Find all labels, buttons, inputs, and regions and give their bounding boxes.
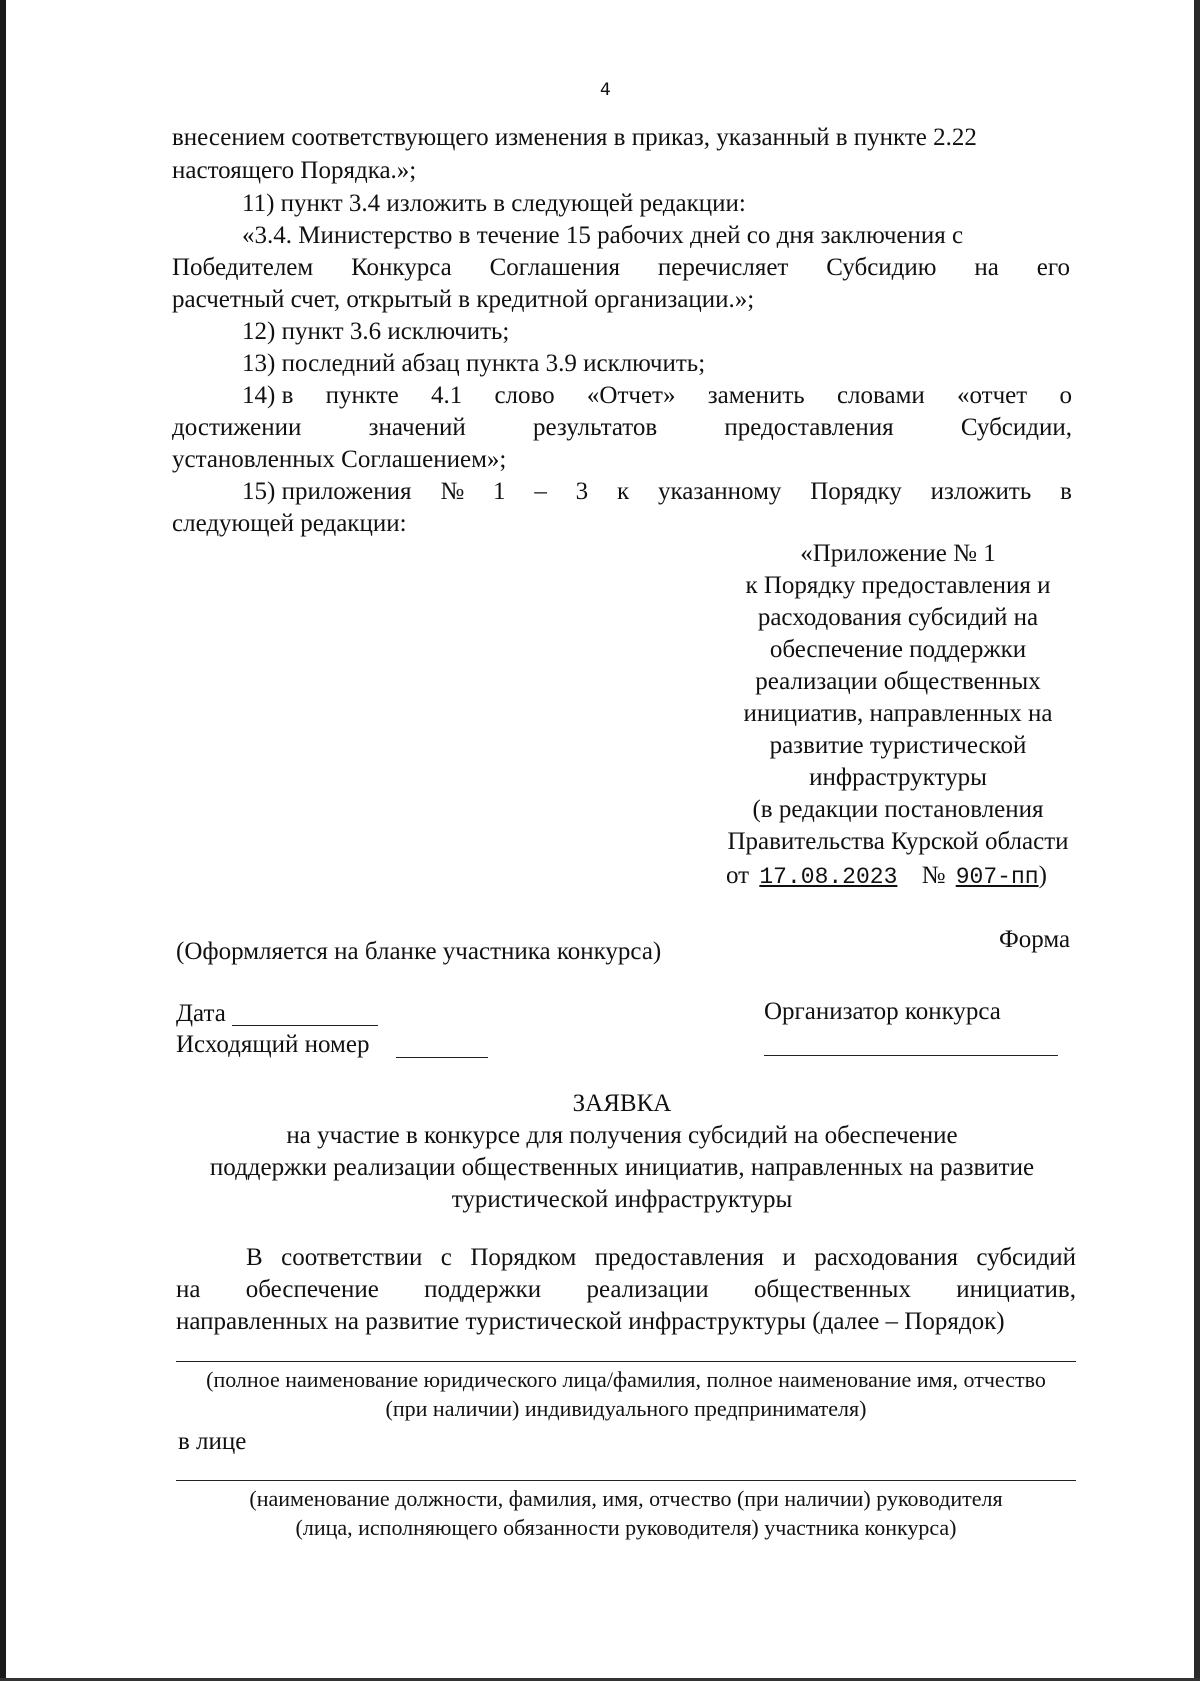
- word: 14) в: [242, 382, 294, 409]
- word: обеспечение: [245, 1276, 379, 1303]
- scan-edge-right: [1194, 0, 1200, 1681]
- word: –: [534, 478, 547, 505]
- appendix-line-10: Правительства Курской области: [727, 828, 1069, 855]
- word: инициатив,: [956, 1276, 1076, 1303]
- item-14-line-1: [242, 380, 1072, 412]
- item-14-line-2: [172, 412, 1072, 444]
- word: значений: [368, 414, 466, 441]
- item-11: 11) пункт 3.4 изложить в следующей редакции:: [242, 190, 746, 217]
- word: слово: [494, 382, 555, 409]
- word: на: [176, 1276, 201, 1303]
- word: №: [440, 478, 465, 505]
- word: о: [1059, 382, 1072, 409]
- word: Субсидии,: [960, 414, 1072, 441]
- word: с: [440, 1244, 452, 1271]
- appendix-line-8: инфраструктуры: [809, 764, 987, 791]
- word: субсидий: [976, 1244, 1076, 1271]
- word: Соглашения: [489, 254, 620, 281]
- application-title-line-3: туристической инфраструктуры: [451, 1186, 793, 1213]
- application-title-line-1: на участие в конкурсе для получения субсидий на обеспечение: [286, 1122, 958, 1149]
- body-line-3: направленных на развитие туристической инфраструктуры (далее – Порядок): [176, 1308, 1005, 1335]
- word: заменить: [707, 382, 805, 409]
- word: 15) приложения: [242, 478, 412, 505]
- item-13: 13) последний абзац пункта 3.9 исключить;: [242, 350, 706, 377]
- outgoing-number-underline: [396, 1057, 488, 1058]
- word: указанному: [657, 478, 782, 505]
- item-14-line-3: установленных Соглашением»;: [172, 446, 507, 473]
- appendix-line-7: развитие туристической: [769, 732, 1027, 759]
- appendix-line-2: к Порядку предоставления и: [745, 572, 1051, 599]
- word: «отчет: [957, 382, 1028, 409]
- word: 3: [575, 478, 589, 505]
- appendix-line-4: обеспечение поддержки: [769, 636, 1027, 663]
- word: В: [246, 1244, 263, 1271]
- caption-2-line-2: (лица, исполняющего обязанности руководителя) участника конкурса): [295, 1515, 957, 1540]
- representative-line: [176, 1480, 1076, 1481]
- item-15-line-2: следующей редакции:: [172, 510, 407, 537]
- date-label: Дата: [176, 1000, 226, 1027]
- item-12: 12) пункт 3.6 исключить;: [242, 318, 510, 345]
- in-person-label: в лице: [178, 1428, 247, 1455]
- application-title-line-2: поддержки реализации общественных инициатив, направленных на развитие: [209, 1154, 1035, 1181]
- word: реализации: [586, 1276, 709, 1303]
- word: к: [616, 478, 630, 505]
- outgoing-number-label: Исходящий номер: [176, 1031, 370, 1058]
- appendix-line-9: (в редакции постановления: [752, 796, 1044, 823]
- word: 4.1: [430, 382, 463, 409]
- word: Порядком: [470, 1244, 577, 1271]
- word: «Отчет»: [586, 382, 676, 409]
- word: предоставления: [724, 414, 894, 441]
- appendix-line-6: инициатив, направленных на: [743, 700, 1053, 727]
- word: общественных: [753, 1276, 911, 1303]
- quote-3-4-line-2: [172, 252, 1070, 284]
- blank-note: (Оформляется на бланке участника конкурса): [176, 938, 662, 965]
- applicant-name-line: [176, 1361, 1076, 1362]
- word: предоставления: [594, 1244, 764, 1271]
- word: 1: [493, 478, 506, 505]
- decree-date: 17.08.2023: [759, 864, 898, 890]
- caption-1-line-2: (при наличии) индивидуального предпринимателя): [385, 1396, 867, 1421]
- word: пункте: [325, 382, 399, 409]
- date-underline: [232, 1025, 378, 1026]
- item-15-line-1: [242, 476, 1072, 508]
- appendix-line-1: «Приложение № 1: [800, 540, 996, 567]
- word: изложить: [930, 478, 1032, 505]
- word: достижении: [172, 414, 302, 441]
- form-label: Форма: [999, 926, 1071, 953]
- word: перечисляет: [657, 254, 789, 281]
- intro-line-1: внесением соответствующего изменения в приказ, указанный в пункте 2.22: [172, 124, 977, 151]
- word: Конкурса: [351, 254, 452, 281]
- organizer-label: Организатор конкурса: [764, 998, 1001, 1025]
- word: и: [782, 1244, 796, 1271]
- word: Победителем: [172, 254, 314, 281]
- organizer-underline: [764, 1055, 1058, 1056]
- word: словами: [836, 382, 925, 409]
- word: Субсидию: [826, 254, 937, 281]
- caption-2-line-1: (наименование должности, фамилия, имя, отчество (при наличии) руководителя: [249, 1486, 1003, 1511]
- from-label: от: [726, 862, 750, 889]
- number-label: №: [921, 862, 946, 889]
- word: поддержки: [424, 1276, 542, 1303]
- quote-3-4-line-1: «3.4. Министерство в течение 15 рабочих дней со дня заключения с: [242, 222, 964, 249]
- appendix-date-line: [726, 860, 1047, 893]
- intro-line-2: настоящего Порядка.»;: [172, 157, 417, 184]
- word: соответствии: [281, 1244, 423, 1271]
- word: результатов: [533, 414, 658, 441]
- word: Порядку: [810, 478, 902, 505]
- word: в: [1060, 478, 1072, 505]
- appendix-line-5: реализации общественных: [755, 668, 1041, 695]
- appendix-line-3: расходования субсидий на: [757, 604, 1039, 631]
- body-line-1: [246, 1242, 1076, 1274]
- close-paren: ): [1038, 862, 1047, 889]
- word: на: [974, 254, 999, 281]
- body-line-2: [176, 1274, 1076, 1306]
- quote-3-4-line-3: расчетный счет, открытый в кредитной организации.»;: [172, 286, 755, 313]
- word: его: [1036, 254, 1070, 281]
- page-number: 4: [600, 80, 611, 100]
- word: расходования: [814, 1244, 958, 1271]
- scan-edge-left: [0, 0, 6, 1681]
- caption-1-line-1: (полное наименование юридического лица/фамилия, полное наименование имя, отчество: [206, 1367, 1046, 1392]
- application-heading: ЗАЯВКА: [572, 1090, 672, 1117]
- decree-number: 907-пп: [955, 864, 1039, 890]
